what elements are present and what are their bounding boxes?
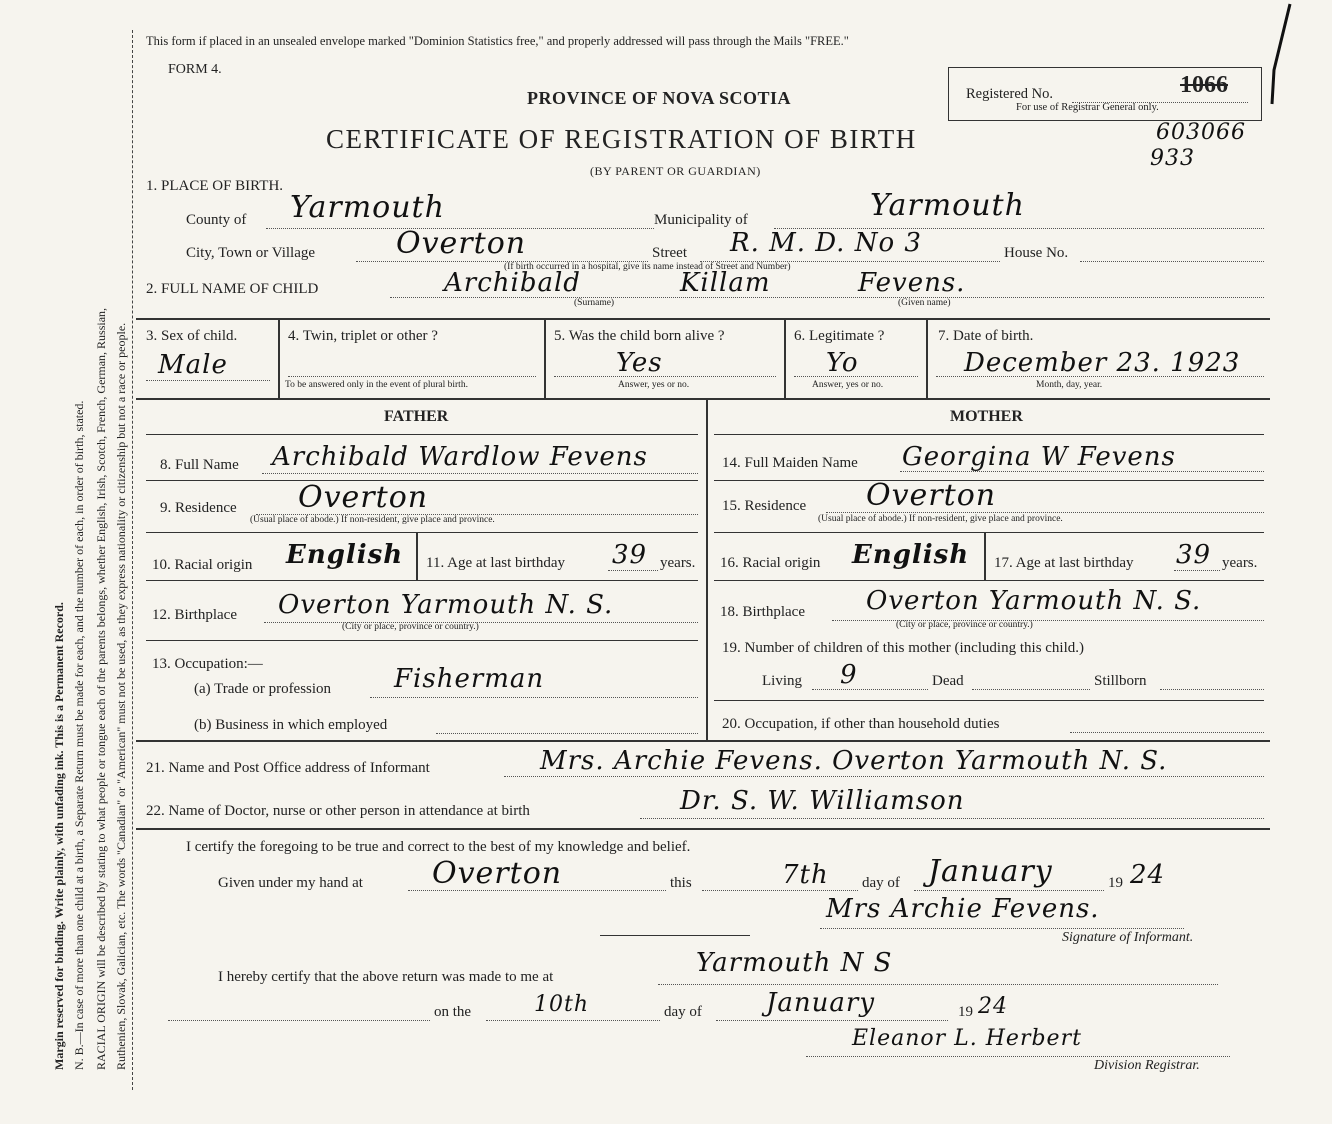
certify-statement: I certify the foregoing to be true and correct to the best of my knowledge and belief. (186, 839, 691, 855)
this-label: this (670, 875, 692, 891)
father-residence-note: (Usual place of abode.) If non-resident, give place and province. (250, 515, 495, 525)
registrar-year-value: 24 (978, 994, 1008, 1019)
mother-birthplace-label: 18. Birthplace (720, 604, 805, 620)
registrar-month-line (716, 1020, 948, 1021)
informant-signature-line (820, 928, 1184, 929)
given-place-value: Overton (432, 856, 563, 891)
registrar-year-prefix: 19 (958, 1004, 973, 1020)
parents-heading-rule-right (714, 434, 1264, 435)
doctor-bottom-rule (136, 828, 1270, 830)
page-subtitle: (BY PARENT OR GUARDIAN) (590, 164, 761, 178)
dob-value: December 23. 1923 (964, 348, 1241, 378)
mother-residence-note: (Usual place of abode.) If non-resident, give place and province. (818, 514, 1063, 524)
registered-label: Registered No. (966, 86, 1053, 102)
doctor-label: 22. Name of Doctor, nurse or other person in attendance at birth (146, 803, 530, 819)
box-divider-1 (278, 318, 280, 398)
box-divider-4 (926, 318, 928, 398)
mother-racial-divider (984, 532, 986, 580)
mother-age-label: 17. Age at last birthday (994, 555, 1134, 571)
father-residence-value: Overton (298, 480, 429, 515)
county-label: County of (186, 212, 247, 228)
father-age-unit: years. (660, 555, 696, 571)
mother-dead-label: Dead (932, 673, 964, 689)
registrar-day-line (486, 1020, 660, 1021)
house-label: House No. (1004, 245, 1069, 261)
informant-label: 21. Name and Post Office address of Informant (146, 760, 430, 776)
twin-line (288, 376, 536, 377)
registrar-signature-label: Division Registrar. (1094, 1058, 1200, 1073)
father-rule-3 (146, 580, 698, 581)
month-value: January (928, 854, 1053, 889)
alive-value: Yes (616, 348, 663, 378)
twin-note: To be answered only in the event of plural birth. (285, 380, 468, 390)
mother-age-value: 39 (1176, 540, 1212, 570)
mail-note: This form if placed in an unsealed envelope marked "Dominion Statistics free," and properly addressed will pass through the Mails "FREE." (146, 34, 849, 48)
mother-stillborn-line (1160, 689, 1264, 690)
mother-rule-3 (714, 580, 1264, 581)
box-divider-2 (544, 318, 546, 398)
hospital-note: (If birth occurred in a hospital, give its name instead of Street and Number) (504, 262, 791, 272)
margin-note-plural-birth: N. B.—In case of more than one child at a birth, a Separate Return must be made for each, and the number of each, in order of birth, stated. (72, 400, 86, 1070)
mother-birthplace-note: (City or place, province or country.) (896, 620, 1033, 630)
mother-heading: MOTHER (950, 408, 1023, 425)
form-number: FORM 4. (168, 62, 222, 77)
given-note: (Given name) (898, 298, 951, 308)
registrar-note: For use of Registrar General only. (1016, 102, 1159, 113)
mother-racial-label: 16. Racial origin (720, 555, 821, 571)
father-trade-value: Fisherman (394, 664, 545, 694)
box-divider-3 (784, 318, 786, 398)
mother-residence-label: 15. Residence (722, 498, 807, 514)
mother-age-line (1174, 570, 1220, 571)
registrar-month-value: January (766, 988, 876, 1018)
surname-note: (Surname) (574, 298, 615, 308)
pen-stroke-icon (1240, 0, 1300, 110)
sex-label: 3. Sex of child. (146, 328, 238, 344)
margin-note-racial-origin: RACIAL ORIGIN will be described by stating to what people or tongue each of the parents belongs, whether English, Irish, Scotch, French, German, Russian, (94, 307, 108, 1070)
mother-living-label: Living (762, 673, 802, 689)
on-the-label: on the (434, 1004, 472, 1020)
legitimate-note: Answer, yes or no. (812, 380, 884, 390)
father-business-label: (b) Business in which employed (194, 717, 388, 733)
mother-living-value: 9 (840, 660, 858, 690)
informant-value: Mrs. Archie Fevens. Overton Yarmouth N. S. (540, 746, 1168, 776)
street-label: Street (652, 245, 687, 261)
father-business-line (436, 733, 698, 734)
father-occupation-label: 13. Occupation:— (152, 656, 263, 672)
father-residence-label: 9. Residence (160, 500, 237, 516)
informant-line (504, 776, 1264, 777)
mother-rule-4 (714, 700, 1264, 701)
informant-signature: Mrs Archie Fevens. (826, 894, 1100, 924)
registrar-signature: Eleanor L. Herbert (852, 1026, 1082, 1051)
alive-line (554, 376, 776, 377)
doctor-line (640, 818, 1264, 819)
day-line (702, 890, 858, 891)
mother-racial-value: English (852, 540, 970, 570)
registrar-place-line (658, 984, 1218, 985)
child-given-value: Fevens. (858, 268, 966, 298)
father-rule-4 (146, 640, 698, 641)
father-racial-value: English (286, 540, 404, 570)
father-age-label: 11. Age at last birthday (426, 555, 565, 571)
twin-label: 4. Twin, triplet or other ? (288, 328, 438, 344)
registrar-statement: I hereby certify that the above return was made to me at (218, 969, 554, 985)
province-heading: PROVINCE OF NOVA SCOTIA (527, 88, 792, 108)
child-name-label: 2. FULL NAME OF CHILD (146, 281, 319, 297)
given-label: Given under my hand at (218, 875, 363, 891)
place-section-label: 1. PLACE OF BIRTH. (146, 178, 284, 194)
parents-heading-rule-left (146, 434, 698, 435)
margin-note-nationality: Ruthenien, Slovak, Galician, etc. The words "Canadian" or "American" must not be used, as they express nationality or citizenship but not a race or people. (114, 322, 128, 1070)
child-middle-value: Killam (680, 268, 771, 298)
registrar-signature-line (806, 1056, 1230, 1057)
father-birthplace-note: (City or place, province or country.) (342, 622, 479, 632)
registrar-place-value: Yarmouth N S (696, 948, 893, 978)
mother-age-unit: years. (1222, 555, 1258, 571)
father-age-value: 39 (612, 540, 648, 570)
legitimate-value: Yo (826, 348, 859, 378)
parents-divider (706, 398, 708, 740)
day-of-label: day of (862, 875, 900, 891)
boxes-bottom-rule (136, 398, 1270, 400)
father-racial-label: 10. Racial origin (152, 557, 253, 573)
mother-name-label: 14. Full Maiden Name (722, 455, 858, 471)
mother-rule-2 (714, 532, 1264, 533)
municipality-value: Yarmouth (870, 188, 1025, 223)
municipality-label: Municipality of (654, 212, 748, 228)
mother-occupation-line (1070, 732, 1264, 733)
mother-dead-line (972, 689, 1090, 690)
father-rule-2 (146, 532, 698, 533)
registrar-leading-line (168, 1020, 430, 1021)
corner-number-1: 603066 (1156, 120, 1246, 145)
informant-signature-label: Signature of Informant. (1062, 930, 1194, 945)
registrar-day-value: 10th (534, 992, 590, 1017)
father-trade-line (370, 697, 698, 698)
mother-residence-value: Overton (866, 478, 997, 513)
year-prefix: 19 (1108, 875, 1123, 891)
city-value: Overton (396, 226, 527, 261)
county-value: Yarmouth (290, 190, 445, 225)
informant-top-rule (136, 740, 1270, 742)
registered-value: 1066 (1180, 72, 1228, 98)
father-name-label: 8. Full Name (160, 457, 239, 473)
mother-children-label: 19. Number of children of this mother (including this child.) (722, 640, 1085, 656)
sex-value: Male (158, 350, 228, 380)
house-line (1080, 261, 1264, 262)
father-age-line (608, 570, 658, 571)
registrar-day-of-label: day of (664, 1004, 702, 1020)
alive-note: Answer, yes or no. (618, 380, 690, 390)
street-value: R. M. D. No 3 (730, 228, 922, 258)
father-birthplace-label: 12. Birthplace (152, 607, 237, 623)
legitimate-label: 6. Legitimate ? (794, 328, 885, 344)
boxes-top-rule (136, 318, 1270, 320)
father-heading: FATHER (384, 408, 449, 425)
father-birthplace-line (264, 622, 698, 623)
page-title: CERTIFICATE OF REGISTRATION OF BIRTH (326, 124, 917, 154)
binding-line (132, 30, 133, 1090)
doctor-value: Dr. S. W. Williamson (680, 786, 965, 816)
mother-name-value: Georgina W Fevens (902, 442, 1176, 472)
mother-birthplace-value: Overton Yarmouth N. S. (866, 586, 1202, 616)
father-name-line (262, 473, 698, 474)
father-birthplace-value: Overton Yarmouth N. S. (278, 590, 614, 620)
margin-note-binding: Margin reserved for binding. Write plainly, with unfading ink. This is a Permanent Record. (52, 602, 66, 1070)
mother-living-line (812, 689, 928, 690)
year-value: 24 (1130, 860, 1166, 890)
father-trade-label: (a) Trade or profession (194, 681, 332, 697)
dob-label: 7. Date of birth. (938, 328, 1034, 344)
dob-note: Month, day, year. (1036, 380, 1103, 390)
alive-label: 5. Was the child born alive ? (554, 328, 725, 344)
father-name-value: Archibald Wardlow Fevens (272, 442, 648, 472)
corner-number-2: 933 (1150, 146, 1195, 171)
signature-short-rule (600, 935, 750, 936)
father-racial-divider (416, 532, 418, 580)
mother-occupation-label: 20. Occupation, if other than household duties (722, 716, 1000, 732)
month-line (914, 890, 1104, 891)
mother-stillborn-label: Stillborn (1094, 673, 1147, 689)
day-value: 7th (782, 860, 829, 890)
sex-line (146, 380, 270, 381)
city-label: City, Town or Village (186, 245, 316, 261)
child-surname-value: Archibald (444, 268, 581, 298)
